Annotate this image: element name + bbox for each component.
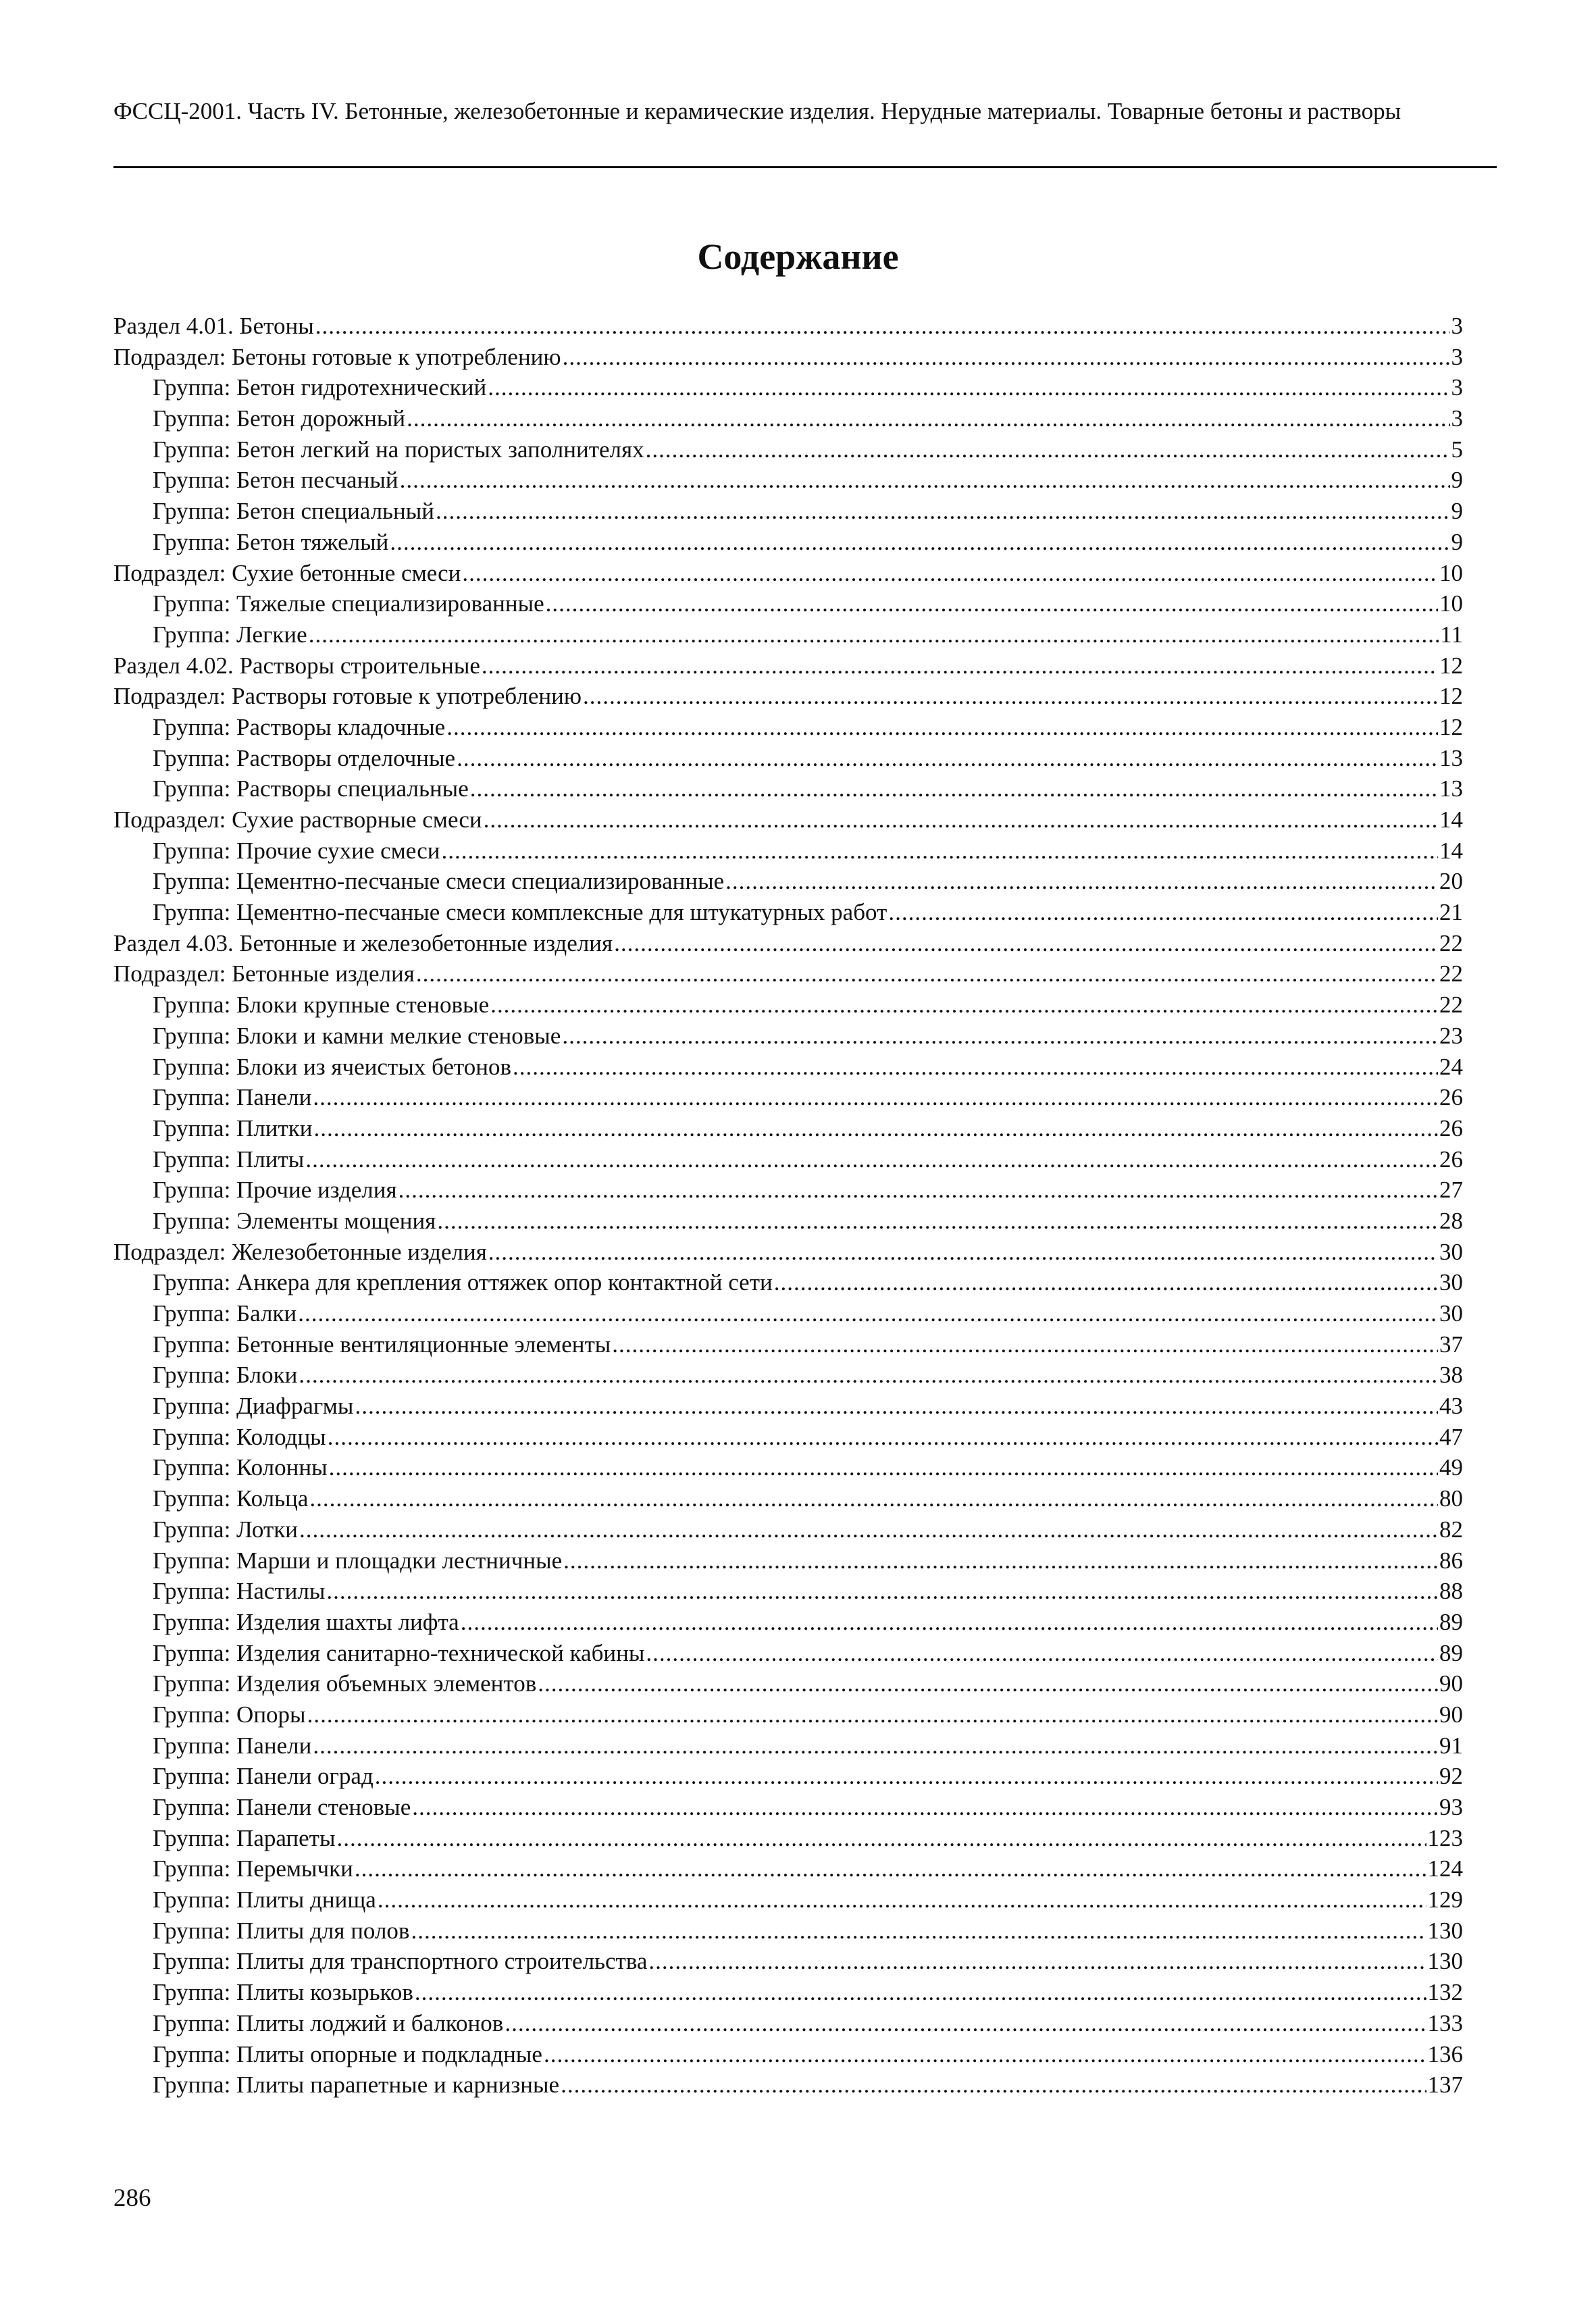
toc-entry xyxy=(113,804,1463,835)
toc-entry-page: 23 xyxy=(1439,1022,1463,1049)
toc-entry-label: Группа: Блоки крупные стеновые xyxy=(153,992,490,1019)
toc-entry xyxy=(113,1761,1463,1792)
toc-entry xyxy=(113,1668,1463,1699)
header-divider xyxy=(113,166,1497,168)
toc-entry-label: Группа: Бетонные вентиляционные элементы xyxy=(153,1331,611,1358)
toc-entry-page: 3 xyxy=(1451,313,1463,339)
toc-entry xyxy=(113,1422,1463,1453)
toc-leader-dots xyxy=(299,1360,1438,1391)
toc-leader-dots xyxy=(446,712,1438,743)
toc-entry xyxy=(113,1360,1463,1391)
toc-entry xyxy=(113,1699,1463,1730)
toc-entry-label: Раздел 4.01. Бетоны xyxy=(113,313,314,339)
toc-entry-label: Группа: Цементно-песчаные смеси комплексные для штукатурных работ xyxy=(153,899,887,926)
toc-entry xyxy=(113,1576,1463,1607)
toc-leader-dots xyxy=(305,1144,1438,1175)
toc-entry-page: 130 xyxy=(1427,1917,1463,1944)
toc-entry-label: Группа: Плиты парапетные и карнизные xyxy=(153,2072,560,2099)
toc-leader-dots xyxy=(583,681,1438,712)
toc-entry-label: Группа: Панели xyxy=(153,1732,312,1759)
toc-entry-label: Группа: Бетон дорожный xyxy=(153,405,406,432)
toc-leader-dots xyxy=(436,496,1450,527)
toc-entry-page: 43 xyxy=(1439,1393,1463,1420)
toc-leader-dots xyxy=(441,835,1438,867)
toc-entry-label: Группа: Плиты лоджий и балконов xyxy=(153,2009,504,2036)
toc-entry-page: 12 xyxy=(1439,713,1463,740)
toc-leader-dots xyxy=(488,1237,1438,1268)
toc-entry-page: 26 xyxy=(1439,1114,1463,1141)
toc-entry xyxy=(113,2039,1463,2070)
toc-entry-label: Группа: Изделия объемных элементов xyxy=(153,1670,537,1697)
toc-entry-label: Группа: Плитки xyxy=(153,1114,313,1141)
toc-entry-label: Подраздел: Сухие растворные смеси xyxy=(113,806,482,833)
toc-entry-page: 14 xyxy=(1439,806,1463,833)
toc-entry-page: 80 xyxy=(1439,1485,1463,1512)
toc-entry-page: 20 xyxy=(1439,868,1463,895)
toc-entry-label: Группа: Кольца xyxy=(153,1485,309,1512)
toc-entry-page: 12 xyxy=(1439,683,1463,710)
toc-entry xyxy=(113,712,1463,743)
toc-entry-label: Группа: Плиты опорные и подкладные xyxy=(153,2040,542,2067)
toc-entry-page: 86 xyxy=(1439,1547,1463,1574)
toc-entry-label: Группа: Изделия санитарно-технической кабины xyxy=(153,1639,645,1666)
toc-leader-dots xyxy=(563,342,1450,373)
toc-entry-page: 14 xyxy=(1439,837,1463,864)
toc-entry xyxy=(113,866,1463,897)
toc-leader-dots xyxy=(313,1730,1438,1762)
toc-leader-dots xyxy=(563,1545,1438,1576)
toc-entry xyxy=(113,496,1463,527)
toc-leader-dots xyxy=(488,372,1449,403)
toc-leader-dots xyxy=(415,1977,1426,2008)
toc-entry-label: Группа: Диафрагмы xyxy=(153,1393,354,1420)
toc-entry-page: 133 xyxy=(1427,2009,1463,2036)
toc-leader-dots xyxy=(612,1329,1438,1360)
toc-leader-dots xyxy=(648,1946,1426,1977)
toc-entry-page: 89 xyxy=(1439,1608,1463,1635)
toc-entry xyxy=(113,1823,1463,1854)
toc-entry xyxy=(113,2008,1463,2039)
toc-entry xyxy=(113,1298,1463,1329)
toc-entry-page: 9 xyxy=(1451,467,1463,494)
toc-entry-page: 5 xyxy=(1451,436,1463,463)
toc-entry-label: Группа: Плиты днища xyxy=(153,1886,376,1913)
toc-entry-page: 92 xyxy=(1439,1763,1463,1790)
toc-entry-label: Группа: Элементы мощения xyxy=(153,1207,436,1234)
toc-entry-page: 137 xyxy=(1427,2072,1463,2099)
toc-leader-dots xyxy=(309,619,1439,650)
toc-entry-page: 21 xyxy=(1439,899,1463,926)
toc-leader-dots xyxy=(355,1853,1426,1884)
toc-leader-dots xyxy=(309,1483,1438,1514)
toc-entry xyxy=(113,989,1463,1021)
toc-leader-dots xyxy=(400,465,1450,496)
toc-entry-label: Подраздел: Железобетонные изделия xyxy=(113,1238,487,1265)
toc-leader-dots xyxy=(561,2069,1426,2101)
toc-entry-page: 130 xyxy=(1427,1948,1463,1975)
toc-entry-page: 89 xyxy=(1439,1639,1463,1666)
toc-entry-label: Группа: Бетон легкий на пористых заполнителях xyxy=(153,436,644,463)
page-number: 286 xyxy=(113,2184,151,2212)
toc-entry xyxy=(113,372,1463,403)
toc-entry xyxy=(113,835,1463,867)
toc-entry-page: 26 xyxy=(1439,1146,1463,1173)
toc-leader-dots xyxy=(513,1052,1438,1083)
toc-entry-label: Группа: Опоры xyxy=(153,1701,306,1728)
toc-leader-dots xyxy=(390,527,1449,558)
toc-leader-dots xyxy=(355,1391,1438,1422)
toc-entry-label: Группа: Лотки xyxy=(153,1516,298,1543)
toc-leader-dots xyxy=(412,1792,1438,1823)
toc-entry-page: 30 xyxy=(1439,1269,1463,1296)
toc-leader-dots xyxy=(544,2039,1426,2070)
toc-entry-page: 12 xyxy=(1439,652,1463,679)
toc-entry-label: Подраздел: Сухие бетонные смеси xyxy=(113,559,461,586)
toc-entry xyxy=(113,527,1463,558)
toc-leader-dots xyxy=(646,434,1450,465)
toc-entry xyxy=(113,1483,1463,1514)
toc-leader-dots xyxy=(326,1576,1438,1607)
toc-entry-page: 10 xyxy=(1439,590,1463,617)
toc-entry-page: 3 xyxy=(1451,405,1463,432)
toc-leader-dots xyxy=(614,928,1438,959)
toc-entry-label: Группа: Растворы кладочные xyxy=(153,713,446,740)
toc-entry-page: 13 xyxy=(1439,744,1463,771)
toc-entry xyxy=(113,1082,1463,1113)
toc-leader-dots xyxy=(461,1607,1438,1638)
toc-entry xyxy=(113,1977,1463,2008)
toc-entry-page: 49 xyxy=(1439,1454,1463,1481)
toc-entry-label: Группа: Настилы xyxy=(153,1578,326,1605)
toc-entry-label: Группа: Легкие xyxy=(153,621,307,648)
toc-entry xyxy=(113,434,1463,465)
toc-leader-dots xyxy=(462,558,1438,589)
toc-entry xyxy=(113,1792,1463,1823)
toc-entry-label: Группа: Прочие сухие смеси xyxy=(153,837,440,864)
toc-entry-label: Группа: Бетон гидротехнический xyxy=(153,374,487,401)
toc-entry-label: Группа: Бетон тяжелый xyxy=(153,528,389,555)
toc-entry-label: Группа: Прочие изделия xyxy=(153,1177,397,1204)
toc-entry-page: 9 xyxy=(1451,498,1463,525)
toc-entry-page: 3 xyxy=(1451,374,1463,401)
toc-entry-page: 24 xyxy=(1439,1053,1463,1080)
toc-entry-label: Группа: Колодцы xyxy=(153,1423,326,1450)
toc-entry-page: 22 xyxy=(1439,929,1463,956)
toc-leader-dots xyxy=(407,403,1449,434)
toc-leader-dots xyxy=(457,743,1438,774)
toc-entry-page: 28 xyxy=(1439,1207,1463,1234)
toc-leader-dots xyxy=(646,1638,1438,1669)
toc-entry xyxy=(113,1514,1463,1545)
toc-entry xyxy=(113,1884,1463,1916)
toc-entry-label: Группа: Бетон специальный xyxy=(153,498,434,525)
toc-entry-page: 26 xyxy=(1439,1084,1463,1111)
toc-entry xyxy=(113,650,1463,682)
toc-entry-page: 129 xyxy=(1427,1886,1463,1913)
toc-entry-page: 91 xyxy=(1439,1732,1463,1759)
toc-entry xyxy=(113,1175,1463,1206)
toc-entry-page: 10 xyxy=(1439,559,1463,586)
toc-entry-page: 136 xyxy=(1427,2040,1463,2067)
toc-leader-dots xyxy=(375,1761,1438,1792)
toc-entry xyxy=(113,1113,1463,1144)
toc-entry-label: Группа: Плиты для полов xyxy=(153,1917,410,1944)
toc-entry xyxy=(113,1052,1463,1083)
toc-entry xyxy=(113,958,1463,989)
toc-entry xyxy=(113,1329,1463,1360)
toc-entry-page: 82 xyxy=(1439,1516,1463,1543)
toc-entry xyxy=(113,2069,1463,2101)
toc-entry xyxy=(113,1946,1463,1977)
toc-entry-page: 123 xyxy=(1427,1824,1463,1851)
toc-entry xyxy=(113,1237,1463,1268)
toc-leader-dots xyxy=(437,1206,1438,1237)
toc-entry xyxy=(113,1021,1463,1052)
toc-leader-dots xyxy=(888,897,1438,928)
toc-leader-dots xyxy=(725,866,1438,897)
toc-entry xyxy=(113,1545,1463,1576)
toc-entry xyxy=(113,1638,1463,1669)
toc-entry-page: 90 xyxy=(1439,1670,1463,1697)
toc-leader-dots xyxy=(562,1021,1438,1052)
toc-entry xyxy=(113,1391,1463,1422)
page-title: Содержание xyxy=(697,236,899,277)
table-of-contents xyxy=(113,311,1463,2101)
toc-leader-dots xyxy=(482,650,1438,682)
toc-entry-page: 132 xyxy=(1427,1979,1463,2006)
toc-entry-label: Группа: Цементно-песчаные смеси специализированные xyxy=(153,868,725,895)
toc-leader-dots xyxy=(314,1113,1438,1144)
toc-entry xyxy=(113,1730,1463,1762)
toc-entry-label: Группа: Плиты для транспортного строительства xyxy=(153,1948,648,1975)
toc-leader-dots xyxy=(490,989,1438,1021)
toc-entry-label: Раздел 4.03. Бетонные и железобетонные изделия xyxy=(113,929,613,956)
toc-entry-label: Группа: Балки xyxy=(153,1300,297,1327)
toc-entry-page: 30 xyxy=(1439,1238,1463,1265)
toc-entry-label: Группа: Марши и площадки лестничные xyxy=(153,1547,563,1574)
toc-entry xyxy=(113,1607,1463,1638)
running-header: ФССЦ-2001. Часть IV. Бетонные, железобетонные и керамические изделия. Нерудные материалы. Товарные бетоны и растворы xyxy=(113,98,1401,124)
toc-entry-label: Группа: Растворы специальные xyxy=(153,775,469,802)
toc-entry-page: 37 xyxy=(1439,1331,1463,1358)
toc-leader-dots xyxy=(470,773,1438,804)
toc-entry-label: Группа: Блоки xyxy=(153,1362,298,1389)
toc-entry-label: Группа: Бетон песчаный xyxy=(153,467,398,494)
toc-entry-page: 9 xyxy=(1451,528,1463,555)
toc-leader-dots xyxy=(307,1699,1438,1730)
toc-entry xyxy=(113,743,1463,774)
toc-entry-page: 22 xyxy=(1439,960,1463,987)
toc-entry-label: Группа: Плиты xyxy=(153,1146,305,1173)
toc-entry-page: 22 xyxy=(1439,992,1463,1019)
toc-entry xyxy=(113,558,1463,589)
toc-leader-dots xyxy=(774,1267,1438,1298)
toc-entry-label: Группа: Блоки и камни мелкие стеновые xyxy=(153,1022,561,1049)
toc-entry-label: Группа: Панели оград xyxy=(153,1763,374,1790)
toc-entry xyxy=(113,342,1463,373)
toc-entry-label: Группа: Тяжелые специализированные xyxy=(153,590,544,617)
toc-entry-page: 3 xyxy=(1451,343,1463,370)
toc-entry-page: 11 xyxy=(1440,621,1463,648)
toc-entry-page: 13 xyxy=(1439,775,1463,802)
toc-entry-page: 47 xyxy=(1439,1423,1463,1450)
toc-entry xyxy=(113,1916,1463,1947)
toc-entry xyxy=(113,1452,1463,1483)
toc-entry xyxy=(113,311,1463,342)
toc-entry-label: Группа: Колонны xyxy=(153,1454,328,1481)
toc-entry-label: Группа: Плиты козырьков xyxy=(153,1979,413,2006)
toc-leader-dots xyxy=(378,1884,1426,1916)
toc-entry-page: 124 xyxy=(1427,1855,1463,1882)
toc-entry-label: Группа: Панели стеновые xyxy=(153,1794,411,1820)
toc-entry xyxy=(113,928,1463,959)
toc-entry-label: Подраздел: Бетоны готовые к употреблению xyxy=(113,343,561,370)
toc-entry-label: Группа: Перемычки xyxy=(153,1855,353,1882)
toc-entry xyxy=(113,1853,1463,1884)
toc-entry-label: Подраздел: Растворы готовые к употреблению xyxy=(113,683,582,710)
toc-entry xyxy=(113,897,1463,928)
toc-entry xyxy=(113,588,1463,619)
toc-entry xyxy=(113,465,1463,496)
toc-entry-label: Группа: Растворы отделочные xyxy=(153,744,456,771)
toc-leader-dots xyxy=(315,311,1450,342)
toc-entry-page: 27 xyxy=(1439,1177,1463,1204)
toc-leader-dots xyxy=(337,1823,1426,1854)
toc-entry xyxy=(113,619,1463,650)
toc-entry-page: 93 xyxy=(1439,1794,1463,1820)
toc-entry-label: Группа: Панели xyxy=(153,1084,312,1111)
toc-entry-page: 90 xyxy=(1439,1701,1463,1728)
toc-entry xyxy=(113,681,1463,712)
toc-entry xyxy=(113,1267,1463,1298)
toc-leader-dots xyxy=(484,804,1438,835)
toc-entry xyxy=(113,1206,1463,1237)
toc-entry xyxy=(113,1144,1463,1175)
toc-entry-label: Группа: Анкера для крепления оттяжек опор контактной сети xyxy=(153,1269,773,1296)
toc-leader-dots xyxy=(416,958,1438,989)
toc-entry-page: 38 xyxy=(1439,1362,1463,1389)
toc-entry-page: 30 xyxy=(1439,1300,1463,1327)
toc-leader-dots xyxy=(328,1422,1438,1453)
toc-entry-page: 88 xyxy=(1439,1578,1463,1605)
toc-leader-dots xyxy=(298,1298,1438,1329)
toc-leader-dots xyxy=(398,1175,1438,1206)
toc-leader-dots xyxy=(505,2008,1426,2039)
toc-leader-dots xyxy=(329,1452,1438,1483)
toc-leader-dots xyxy=(299,1514,1438,1545)
toc-entry xyxy=(113,773,1463,804)
toc-entry-label: Раздел 4.02. Растворы строительные xyxy=(113,652,480,679)
toc-leader-dots xyxy=(546,588,1438,619)
toc-leader-dots xyxy=(538,1668,1438,1699)
toc-leader-dots xyxy=(313,1082,1438,1113)
toc-entry-label: Группа: Парапеты xyxy=(153,1824,336,1851)
toc-entry-label: Группа: Изделия шахты лифта xyxy=(153,1608,459,1635)
toc-leader-dots xyxy=(411,1916,1426,1947)
toc-entry-label: Группа: Блоки из ячеистых бетонов xyxy=(153,1053,511,1080)
toc-entry xyxy=(113,403,1463,434)
toc-entry-label: Подраздел: Бетонные изделия xyxy=(113,960,415,987)
